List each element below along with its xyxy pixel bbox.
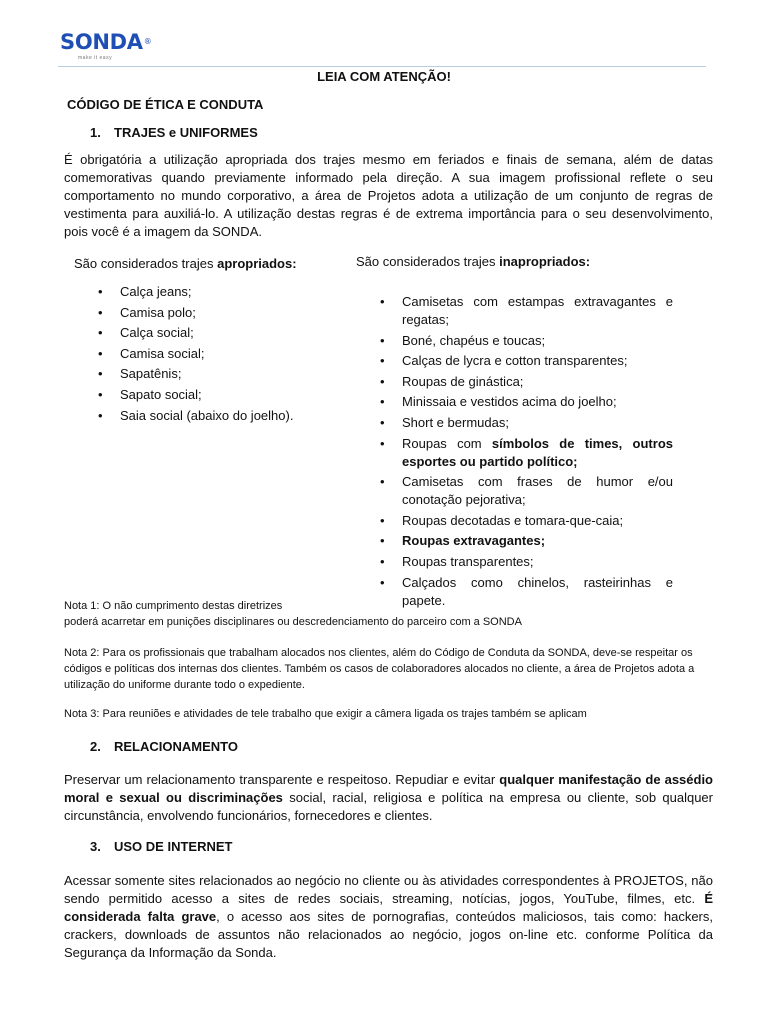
apropriados-label <box>74 256 297 271</box>
apropriado-item: • Sapatênis; <box>98 365 338 383</box>
section-heading-relacionamento <box>90 739 238 754</box>
inapropriado-item-bold-text: símbolos de times, outros esportes ou partido político; <box>402 435 673 469</box>
internet-text-post: , o acesso aos sites de pornografias, conteúdos maliciosos, tais como: hackers, crackers, downloads de assuntos não relacionados ao negócio, jogos on-line etc. conforme Política da Segurança da Informação da Sonda. <box>64 909 713 960</box>
apropriado-item: • Calça jeans; <box>98 283 338 301</box>
apropriados-label-bold: apropriados: <box>217 256 297 271</box>
nota-1 <box>64 598 724 630</box>
section-number: 3. <box>90 839 101 854</box>
inapropriado-item <box>380 414 673 432</box>
logo-tagline: make it easy <box>78 55 113 61</box>
section-heading-internet <box>90 839 232 854</box>
inapropriado-item <box>380 435 673 471</box>
nota-1-line-2: poderá acarretar em punições disciplinares ou descredenciamento do parceiro com a SONDA <box>64 616 522 628</box>
section-number: 2. <box>90 739 101 754</box>
inapropriado-item <box>380 512 673 530</box>
inapropriado-item <box>380 332 673 350</box>
logo-wordmark: SONDA <box>60 30 143 54</box>
inapropriado-item <box>380 553 673 571</box>
relacionamento-text-pre: Preservar um relacionamento transparente e respeitoso. Repudiar e evitar <box>64 772 500 787</box>
internet-paragraph <box>64 872 713 962</box>
apropriados-list <box>98 283 338 427</box>
relacionamento-paragraph <box>64 771 713 825</box>
section-title: RELACIONAMENTO <box>114 739 238 754</box>
header-divider <box>58 66 706 67</box>
apropriado-item: • Saia social (abaixo do joelho). <box>98 407 338 425</box>
document-subtitle: CÓDIGO DE ÉTICA E CONDUTA <box>67 97 264 112</box>
inapropriado-item-text: Calçados como chinelos, rasteirinhas e papete. <box>402 574 673 608</box>
inapropriado-item-text: Calças de lycra e cotton transparentes; <box>402 353 628 369</box>
apropriados-label-prefix: São considerados trajes <box>74 256 218 271</box>
apropriado-item: • Sapato social; <box>98 386 338 404</box>
nota-3: Nota 3: Para reuniões e atividades de tele trabalho que exigir a câmera ligada os trajes também se aplicam <box>64 708 587 720</box>
inapropriado-item <box>380 532 673 550</box>
section-heading-trajes <box>90 125 258 140</box>
internet-text-bold: É considerada falta grave <box>64 891 713 924</box>
inapropriado-item-text: Camisetas com estampas extravagantes e regatas; <box>402 294 673 327</box>
section-title: TRAJES e UNIFORMES <box>114 125 258 140</box>
section-title: USO DE INTERNET <box>114 839 233 854</box>
inapropriado-item-bold-text: Roupas extravagantes; <box>402 533 546 549</box>
inapropriados-label <box>356 254 590 269</box>
apropriado-item: • Camisa social; <box>98 345 338 363</box>
internet-text-pre: Acessar somente sites relacionados ao negócio no cliente ou às atividades correspondentes à PROJETOS, não sendo permitido acesso a sites de redes sociais, streaming, notícias, jogos, YouTube, filmes, etc. <box>64 873 713 906</box>
section-number: 1. <box>90 125 101 140</box>
apropriado-item: • Camisa polo; <box>98 304 338 322</box>
page-title: LEIA COM ATENÇÃO! <box>317 69 451 84</box>
relacionamento-text-bold: qualquer manifestação de assédio moral e sexual ou discriminações <box>64 772 714 805</box>
sonda-logo <box>60 30 151 54</box>
nota-2: Nota 2: Para os profissionais que trabalham alocados nos clientes, além do Código de Conduta da SONDA, deve-se respeitar os códigos e políticas dos internas dos clientes. Também os casos de colaboradores alocados no cliente, a área de Projetos adota a utilização do uniforme durante todo o expediente. <box>64 647 695 691</box>
inapropriado-item-text: Boné, chapéus e toucas; <box>402 332 546 348</box>
inapropriado-item-text: Minissaia e vestidos acima do joelho; <box>402 394 617 410</box>
relacionamento-text-post: social, racial, religiosa e política na empresa ou cliente, sob qualquer circunstância, envolvendo funcionários, fornecedores e clientes. <box>64 790 713 823</box>
inapropriados-list <box>380 293 673 612</box>
registered-mark: ® <box>143 37 152 46</box>
trajes-paragraph: É obrigatória a utilização apropriada dos trajes mesmo em feriados e finais de semana, além de datas comemorativas quando previamente informado pela direção. A sua imagem profissional reflete o seu comportamento no mundo corporativo, a área de Projetos adota a utilização de um conjunto de regras de vestimenta para auxiliá-lo. A utilização destas regras é de extrema importância para o seu desenvolvimento, pois você é a imagem da SONDA. <box>64 152 713 239</box>
inapropriados-label-bold: inapropriados: <box>499 254 591 269</box>
inapropriado-item <box>380 473 673 509</box>
inapropriado-item-text: Short e bermudas; <box>402 414 509 430</box>
inapropriado-item <box>380 352 673 370</box>
apropriado-item: • Calça social; <box>98 324 338 342</box>
inapropriado-item-text: Roupas de ginástica; <box>402 373 524 389</box>
inapropriado-item <box>380 293 673 329</box>
inapropriados-label-prefix: São considerados trajes <box>356 254 500 269</box>
inapropriado-item-text: Roupas com <box>402 435 492 451</box>
inapropriado-item <box>380 393 673 411</box>
inapropriado-item <box>380 373 673 391</box>
inapropriado-item-text: Camisetas com frases de humor e/ou conotação pejorativa; <box>402 474 673 508</box>
inapropriado-item-text: Roupas transparentes; <box>402 553 534 569</box>
nota-1-line-1: Nota 1: O não cumprimento destas diretrizes <box>64 600 283 612</box>
inapropriado-item-text: Roupas decotadas e tomara-que-caia; <box>402 512 624 528</box>
